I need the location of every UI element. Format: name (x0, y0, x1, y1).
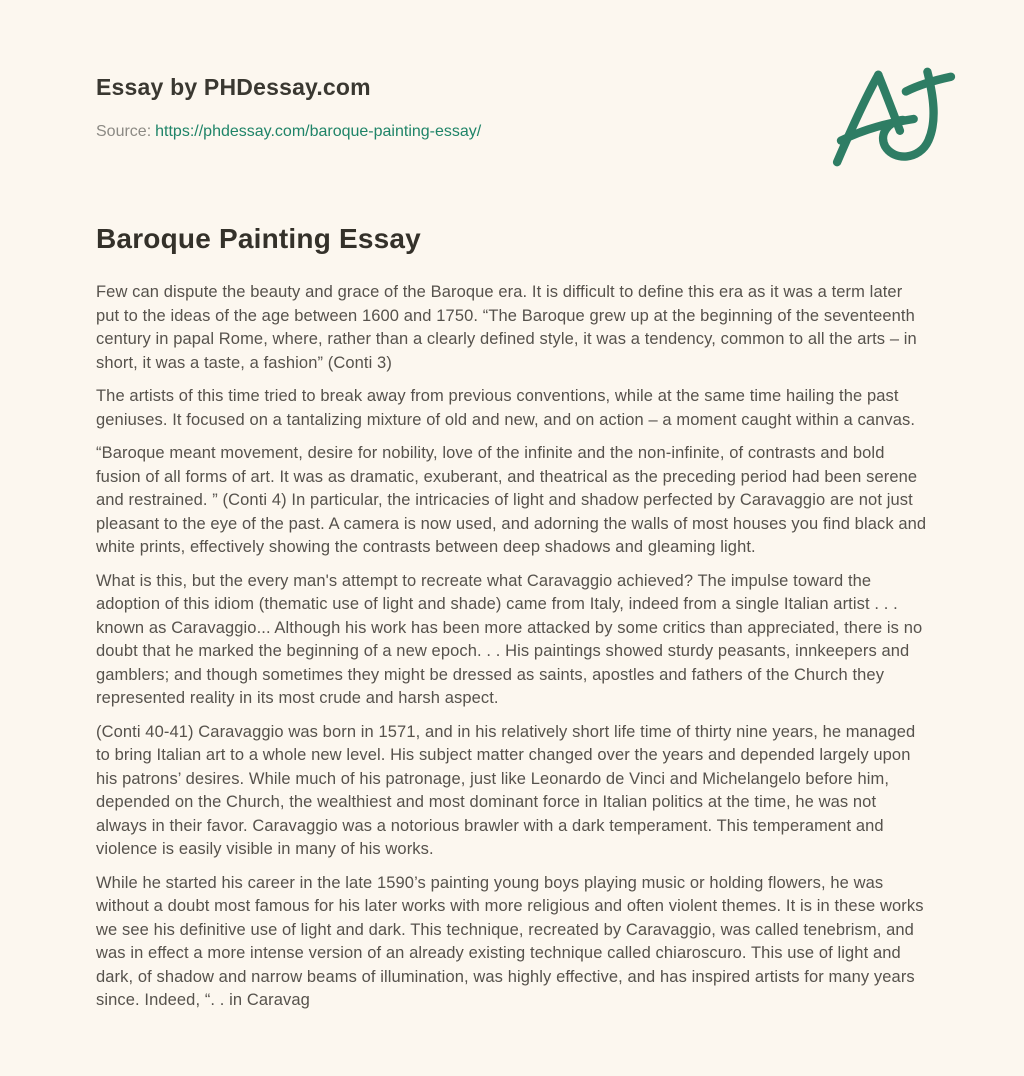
essay-paragraph: The artists of this time tried to break away from previous conventions, while at the same time hailing the past geniuses. It focused on a tantalizing mixture of old and new, and on action – a moment caught within a canvas. (96, 387, 916, 429)
source-line (96, 123, 928, 141)
source-url-link[interactable]: https://phdessay.com/baroque-painting-essay/ (155, 123, 482, 140)
essay-paragraph: “Baroque meant movement, desire for nobility, love of the infinite and the non-infinite, of contrasts and bold fusion of all forms of art. It was as dramatic, exuberant, and theatrical as the preceding period had been serene and restrained. ” (Conti 4) In particular, the intricacies of light and shadow perfected by Caravaggio are not just pleasant to the eye of the past. A camera is now used, and adorning the walls of most houses you find black and white prints, effectively showing the contrasts between deep shadows and gleaming light. (96, 444, 927, 556)
essay-paragraph: (Conti 40-41) Caravaggio was born in 1571, and in his relatively short life time of thirty nine years, he managed to bring Italian art to a whole new level. His subject matter changed over the years and depended largely upon his patrons’ desires. While much of his patronage, just like Leonardo de Vinci and Michelangelo before him, depended on the Church, the wealthiest and most dominant force in Italian politics at the time, he was not always in their favor. Caravaggio was a notorious brawler with a dark temperament. This temperament and violence is easily visible in many of his works. (96, 722, 916, 858)
a-plus-logo-icon (826, 64, 966, 172)
essay-paragraph: Few can dispute the beauty and grace of the Baroque era. It is difficult to define this era as it was a term later put to the ideas of the age between 1600 and 1750. “The Baroque grew up at the beginning of the seventeenth century in papal Rome, where, rather than a clearly defined style, it was a tendency, common to all the arts – in short, it was a taste, a fashion” (Conti 3) (96, 283, 917, 372)
essay-title: Baroque Painting Essay (96, 223, 421, 254)
essay-paragraph: What is this, but the every man's attempt to recreate what Caravaggio achieved? The impulse toward the adoption of this idiom (thematic use of light and shade) came from Italy, indeed from a single Italian artist . . . known as Caravaggio... Although his work has been more attacked by some critics than appreciated, there is no doubt that he marked the beginning of a new epoch. . . His paintings showed sturdy peasants, innkeepers and gamblers; and though sometimes they might be dressed as saints, apostles and fathers of the Church they represented reality in its most crude and harsh aspect. (96, 571, 923, 707)
essay-body (96, 281, 928, 1035)
byline-heading: Essay by PHDessay.com (96, 74, 371, 100)
source-label: Source: (96, 123, 152, 140)
essay-paragraph: While he started his career in the late 1590’s painting young boys playing music or holding flowers, he was without a doubt most famous for his later works with more religious and often violent themes. It is in these works we see his definitive use of light and dark. This technique, recreated by Caravaggio, was called tenebrism, and was in effect a more intense version of an already existing technique called chiaroscuro. This use of light and dark, of shadow and narrow beams of illumination, was highly effective, and has inspired artists for many years since. Indeed, “. . in Caravag (96, 873, 924, 1009)
